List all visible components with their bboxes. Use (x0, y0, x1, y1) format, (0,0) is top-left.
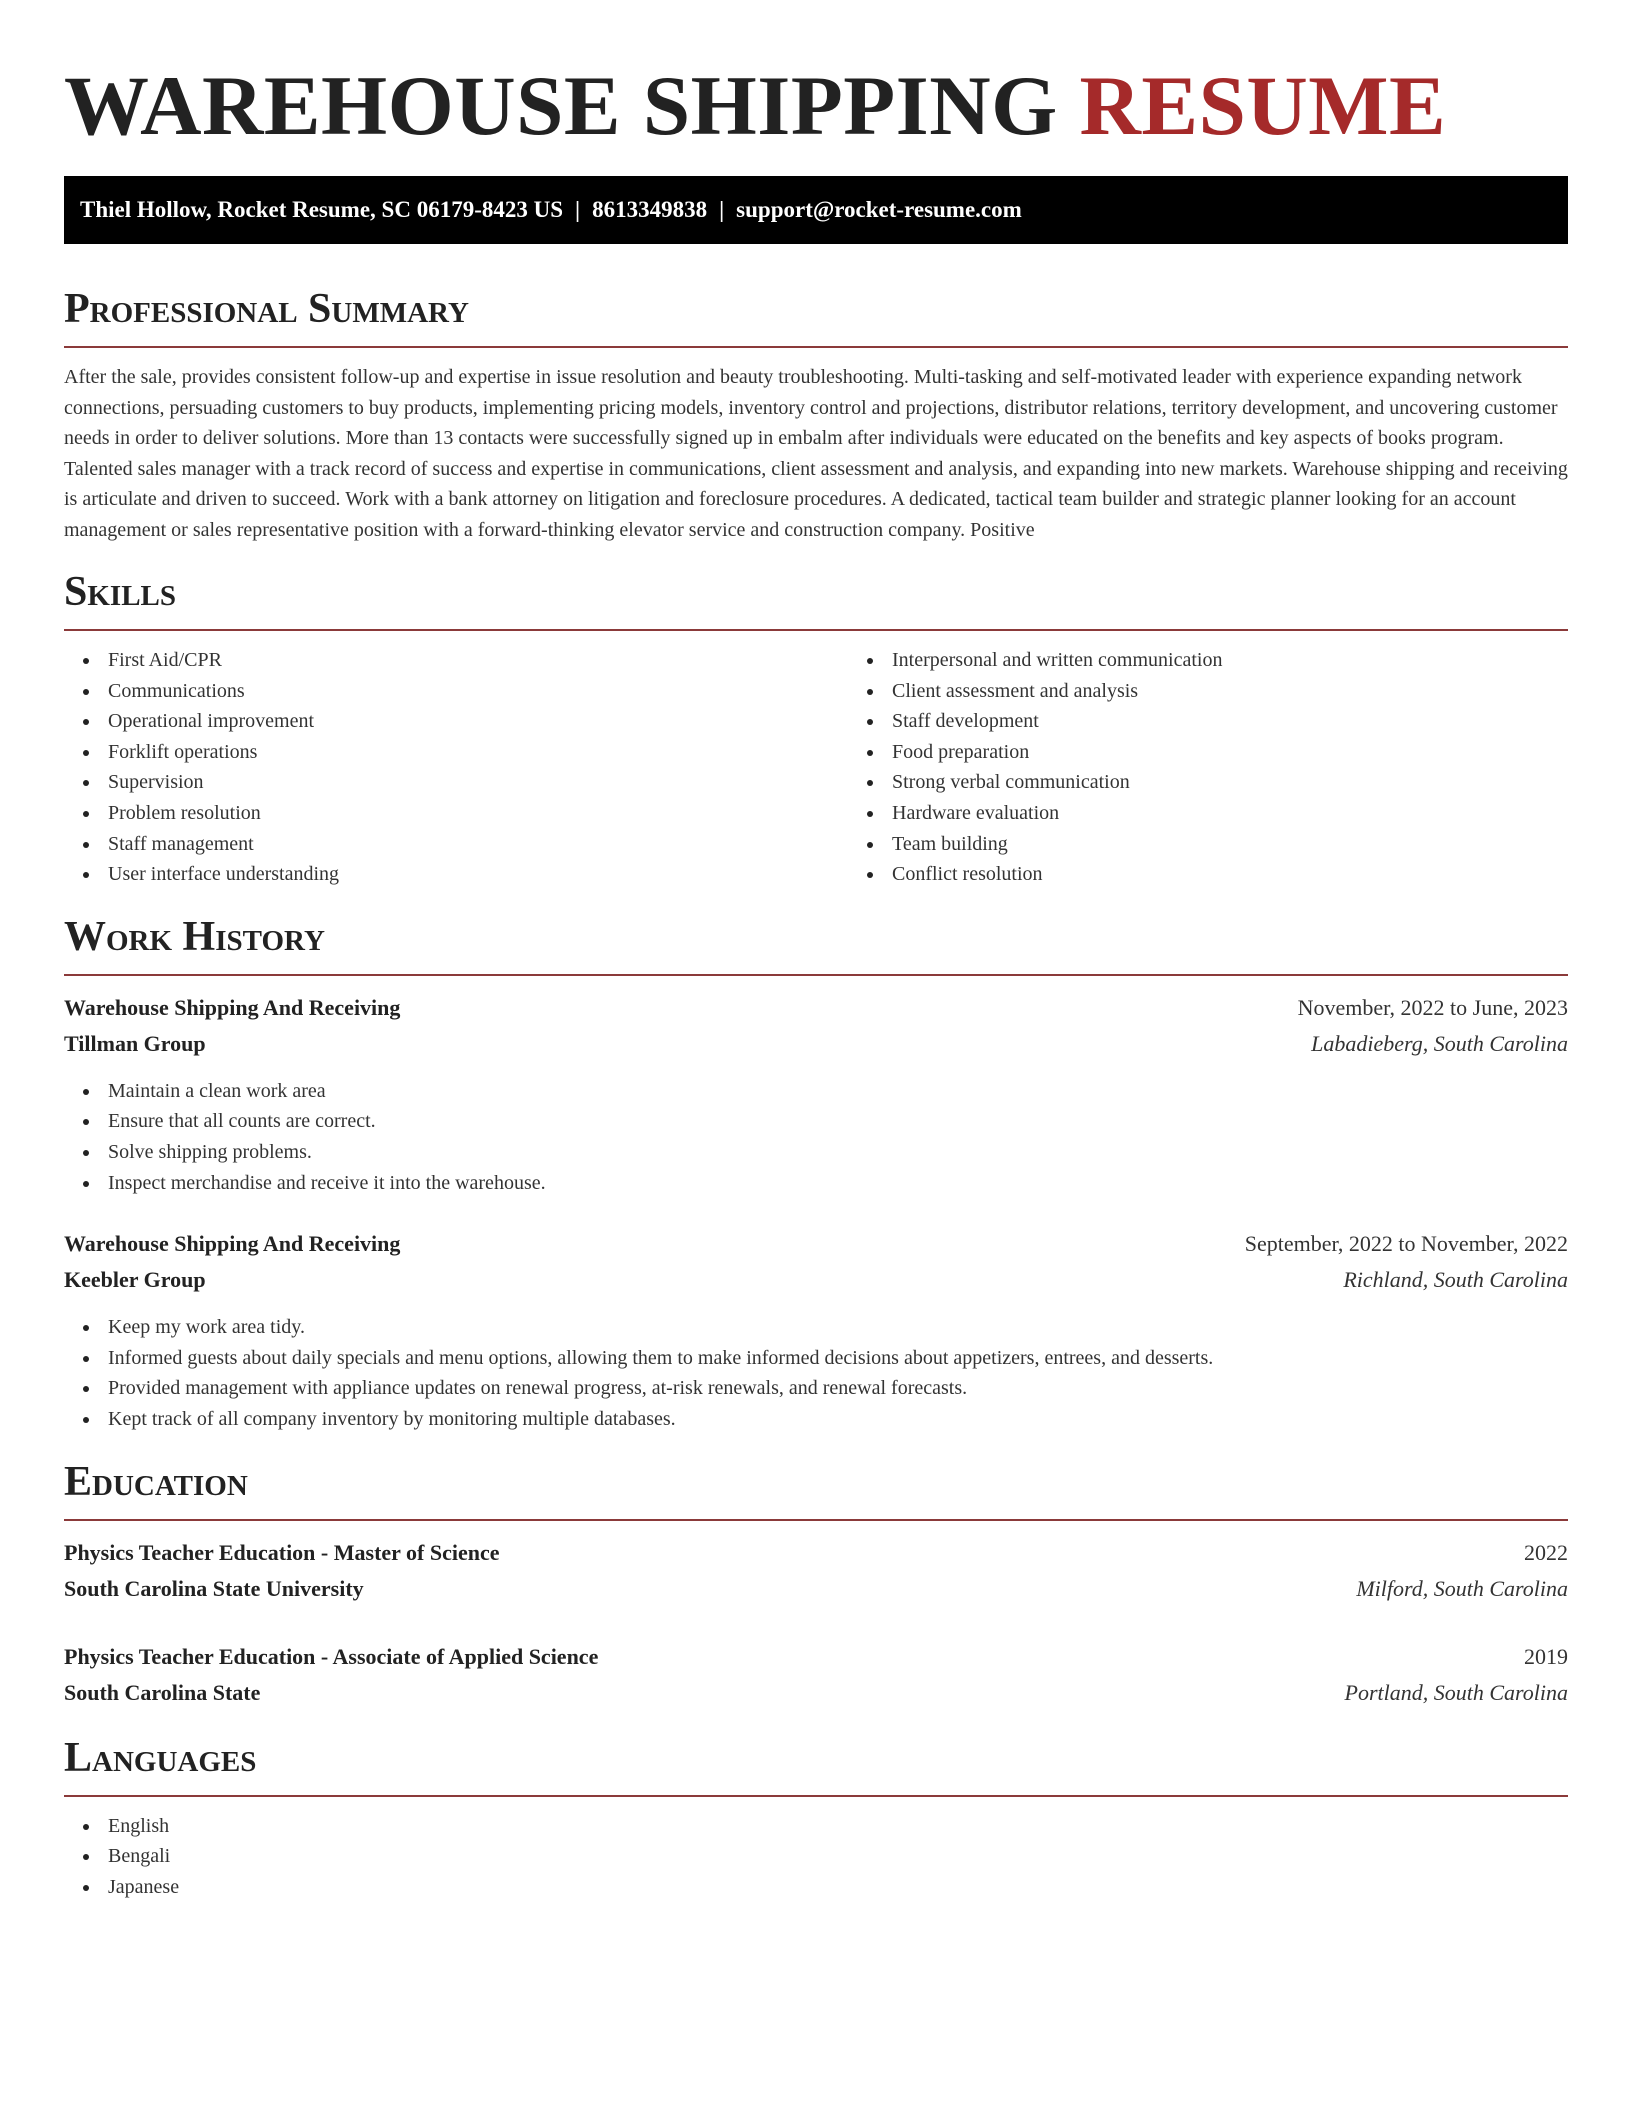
contact-separator: | (575, 197, 581, 222)
education-location: Portland, South Carolina (1344, 1679, 1568, 1705)
skills-list-right (848, 645, 1632, 890)
skill-item: Team building (892, 829, 1632, 860)
skills-grid (64, 645, 1568, 890)
education-school-row (64, 1675, 1568, 1711)
education-school: South Carolina State University (64, 1575, 364, 1601)
job-duty: Solve shipping problems. (108, 1137, 1568, 1168)
education-degree: Physics Teacher Education - Associate of Applied Science (64, 1643, 599, 1669)
job-location: Richland, South Carolina (1343, 1267, 1568, 1293)
skill-item: Problem resolution (108, 798, 848, 829)
contact-address: Thiel Hollow, Rocket Resume, SC 06179-8423 US (80, 197, 563, 222)
education-heading: Education (64, 1458, 248, 1505)
job-duty: Kept track of all company inventory by monitoring multiple databases. (108, 1404, 1568, 1435)
work-heading: Work History (64, 913, 325, 960)
job-company: Tillman Group (64, 1030, 206, 1056)
section-divider (64, 974, 1568, 976)
job-duty: Keep my work area tidy. (108, 1312, 1568, 1343)
skill-item: Food preparation (892, 737, 1632, 768)
job-duty: Ensure that all counts are correct. (108, 1106, 1568, 1137)
skill-item: Supervision (108, 767, 848, 798)
section-divider (64, 1519, 1568, 1521)
skill-item: Client assessment and analysis (892, 676, 1632, 707)
education-school-row (64, 1571, 1568, 1607)
education-entry (64, 1639, 1568, 1711)
summary-text: After the sale, provides consistent follow-up and expertise in issue resolution and beauty troubleshooting. Multi-tasking and self-motivated leader with experience expanding network connections, persuading customers to buy products, implementing pricing models, inventory control and projections, distributor relations, territory development, and uncovering customer needs in order to deliver solutions. More than 13 contacts were successfully signed up in embalm after individuals were educated on the benefits and key aspects of books program. Talented sales manager with a track record of success and expertise in communications, client assessment and analysis, and expanding into new markets. Warehouse shipping and receiving is articulate and driven to succeed. Work with a bank attorney on litigation and foreclosure procedures. A dedicated, tactical team builder and strategic planner looking for an account management or sales representative position with a forward-thinking elevator service and construction company. Positive (64, 366, 1568, 541)
job-duties (64, 1312, 1568, 1434)
education-year: 2019 (1524, 1643, 1568, 1669)
language-item: English (108, 1811, 1568, 1842)
job-entry (64, 1226, 1568, 1434)
job-dates: September, 2022 to November, 2022 (1244, 1231, 1568, 1257)
job-duties (64, 1076, 1568, 1198)
skill-item: Hardware evaluation (892, 798, 1632, 829)
section-divider (64, 1795, 1568, 1797)
contact-separator: | (719, 197, 725, 222)
title-main: WAREHOUSE SHIPPING (64, 59, 1058, 153)
education-location: Milford, South Carolina (1356, 1575, 1568, 1601)
job-dates: November, 2022 to June, 2023 (1297, 994, 1568, 1020)
skill-item: Operational improvement (108, 706, 848, 737)
job-entry (64, 990, 1568, 1198)
languages-heading: Languages (64, 1734, 257, 1781)
languages-list (64, 1811, 1568, 1903)
title-accent: RESUME (1079, 59, 1447, 153)
summary-heading: Professional Summary (64, 286, 469, 332)
job-duty: Maintain a clean work area (108, 1076, 1568, 1107)
skill-item: Staff development (892, 706, 1632, 737)
job-header-row (64, 1226, 1568, 1262)
job-company-row (64, 1262, 1568, 1298)
section-divider (64, 346, 1568, 348)
skill-item: Communications (108, 676, 848, 707)
job-title: Warehouse Shipping And Receiving (64, 994, 401, 1020)
job-title: Warehouse Shipping And Receiving (64, 1231, 401, 1257)
job-duty: Informed guests about daily specials and menu options, allowing them to make informed decisions about appetizers, entrees, and desserts. (108, 1343, 1568, 1374)
education-header-row (64, 1535, 1568, 1571)
section-divider (64, 629, 1568, 631)
skill-item: Strong verbal communication (892, 767, 1632, 798)
job-company: Keebler Group (64, 1267, 206, 1293)
job-duty: Inspect merchandise and receive it into the warehouse. (108, 1168, 1568, 1199)
job-company-row (64, 1026, 1568, 1062)
education-header-row (64, 1639, 1568, 1675)
skill-item: User interface understanding (108, 859, 848, 890)
contact-phone[interactable]: 8613349838 (592, 197, 708, 222)
job-header-row (64, 990, 1568, 1026)
education-entry (64, 1535, 1568, 1607)
education-year: 2022 (1524, 1539, 1568, 1565)
contact-bar (64, 176, 1568, 244)
skills-heading: Skills (64, 569, 177, 615)
skills-list-left (64, 645, 848, 890)
skill-item: Interpersonal and written communication (892, 645, 1632, 676)
skill-item: Staff management (108, 829, 848, 860)
resume-title (64, 50, 1568, 162)
job-location: Labadieberg, South Carolina (1311, 1030, 1568, 1056)
skill-item: Conflict resolution (892, 859, 1632, 890)
contact-email[interactable]: support@rocket-resume.com (736, 197, 1022, 222)
education-degree: Physics Teacher Education - Master of Science (64, 1539, 500, 1565)
language-item: Bengali (108, 1841, 1568, 1872)
language-item: Japanese (108, 1872, 1568, 1903)
job-duty: Provided management with appliance updates on renewal progress, at-risk renewals, and renewal forecasts. (108, 1373, 1568, 1404)
skill-item: First Aid/CPR (108, 645, 848, 676)
education-school: South Carolina State (64, 1679, 261, 1705)
skill-item: Forklift operations (108, 737, 848, 768)
